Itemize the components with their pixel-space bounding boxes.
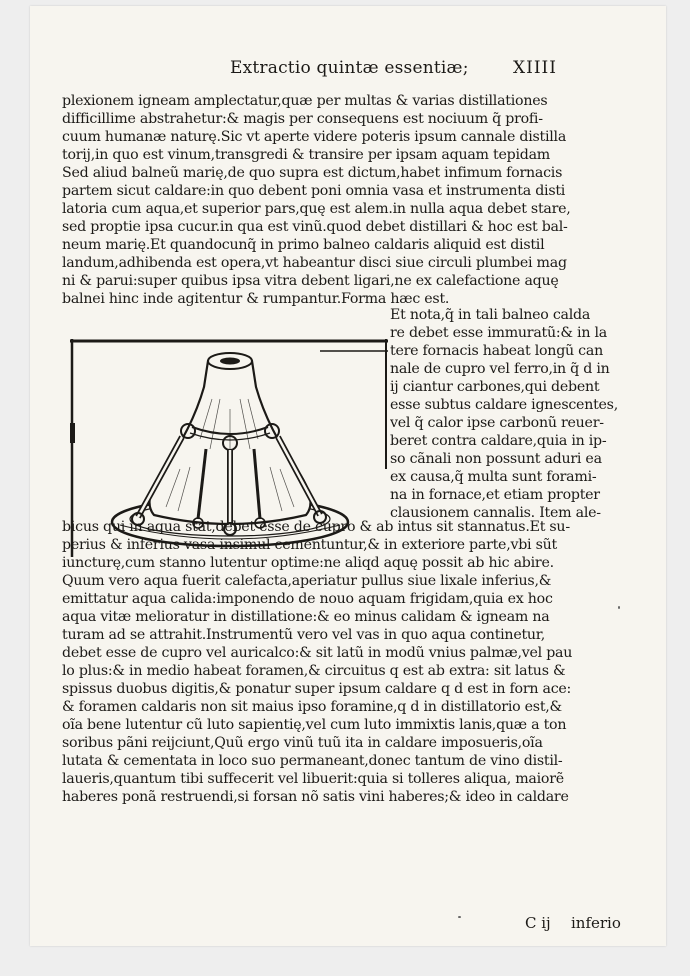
text-line: neum marię.Et quandocunq̃ in primo balneo caldaris aliquid est distil xyxy=(62,237,545,253)
text-line: lo plus:& in medio habeat foramen,& circuitus q est ab extra: sit latus & xyxy=(62,663,566,679)
text-line: tere fornacis habeat longũ can xyxy=(390,343,603,359)
text-line: Et nota,q̃ in tali balneo calda xyxy=(390,307,591,323)
text-line: plexionem igneam amplectatur,quæ per multas & varias distillationes xyxy=(62,93,548,109)
text-line: esse subtus caldare ignescentes, xyxy=(390,397,618,413)
text-line: Sed aliud balneũ marię,de quo supra est dictum,habet infimum fornacis xyxy=(62,165,563,181)
text-line: difficillime abstrahetur:& magis per consequens est nociuum q̃ profi- xyxy=(62,111,543,127)
text-line: spissus duobus digitis,& ponatur super ipsum caldare q d est in forn ace: xyxy=(62,681,572,697)
text-line: vel q̃ calor ipse carbonũ reuer- xyxy=(390,415,604,431)
paper-speck xyxy=(458,916,461,918)
folio-number: XIIII xyxy=(513,58,557,78)
signature-mark: C ij xyxy=(525,914,551,932)
text-line: beret contra caldare,quia in ip- xyxy=(390,433,607,449)
text-line: partem sicut caldare:in quo debent poni omnia vasa et instrumenta disti xyxy=(62,183,566,199)
text-line: oĩa bene lutentur cũ luto sapientię,vel cum luto immixtis lanis,quæ a ton xyxy=(62,717,567,733)
text-line: re debet esse immuratũ:& in la xyxy=(390,325,607,341)
text-line: lutata & cementata in loco suo permaneant,donec tantum de vino distil- xyxy=(62,753,563,769)
text-line: debet esse de cupro vel auricalco:& sit latũ in modũ vnius palmæ,vel pau xyxy=(62,645,573,661)
text-line: turam ad se attrahit.Instrumentũ vero vel vas in quo aqua continetur, xyxy=(62,627,546,643)
text-line: bicus qui in aqua stat,debet esse de cupro & ab intus sit stannatus.Et su- xyxy=(62,519,570,535)
text-line: Quum vero aqua fuerit calefacta,aperiatur pullus siue lixale inferius,& xyxy=(62,573,552,589)
page-header xyxy=(30,58,666,84)
text-line: cuum humanæ naturę.Sic vt aperte videre poteris ipsum cannale distilla xyxy=(62,129,567,145)
text-line: ex causa,q̃ multa sunt forami- xyxy=(390,469,597,485)
running-head: Extractio quintæ essentiæ; xyxy=(230,58,469,78)
text-line: perius & inferius vasa insimul cementuntur,& in exteriore parte,vbi sũt xyxy=(62,537,557,553)
text-line: na in fornace,et etiam propter xyxy=(390,487,600,503)
text-line: aqua vitæ melioratur in distillatione:& eo minus calidam & igneam na xyxy=(62,609,550,625)
text-line: balnei hinc inde agitentur & rumpantur.Forma hæc est. xyxy=(62,291,450,307)
catchword: inferio xyxy=(571,914,621,932)
text-line: sed proptie ipsa cucur.in qua est vinũ.quod debet distillari & hoc est bal- xyxy=(62,219,568,235)
text-line: ij ciantur carbones,qui debent xyxy=(390,379,600,395)
paper-speck xyxy=(618,606,620,609)
text-line: iuncturę,cum stanno lutentur optime:ne aliqd aquę possit ab hic abire. xyxy=(62,555,554,571)
text-line: emittatur aqua calida:imponendo de nouo aquam frigidam,quia ex hoc xyxy=(62,591,553,607)
text-line: ni & parui:super quibus ipsa vitra debent ligari,ne ex calefactione aquę xyxy=(62,273,559,289)
text-line: landum,adhibenda est opera,vt habeantur disci siue circuli plumbei mag xyxy=(62,255,567,271)
text-line: clausionem cannalis. Item ale- xyxy=(390,505,601,521)
text-line: & foramen caldaris non sit maius ipso foramine,q d in distillatorio est,& xyxy=(62,699,562,715)
text-line: so cãnali non possunt aduri ea xyxy=(390,451,602,467)
text-line: nale de cupro vel ferro,in q̃ d in xyxy=(390,361,610,377)
book-page xyxy=(30,6,666,946)
text-line: haberes ponã restruendi,si forsan nõ satis vini haberes;& ideo in caldare xyxy=(62,789,569,805)
text-line: latoria cum aqua,et superior pars,quę est alem.in nulla aqua debet stare, xyxy=(62,201,571,217)
text-line: laueris,quantum tibi suffecerit vel libuerit:quia si tolleres aliqua, maiorẽ xyxy=(62,771,564,787)
text-line: soribus pãni reijciunt,Quũ ergo vinũ tuũ ita in caldare imposueris,oĩa xyxy=(62,735,543,751)
text-line: torij,in quo est vinum,transgredi & transire per ipsam aquam tepidam xyxy=(62,147,550,163)
